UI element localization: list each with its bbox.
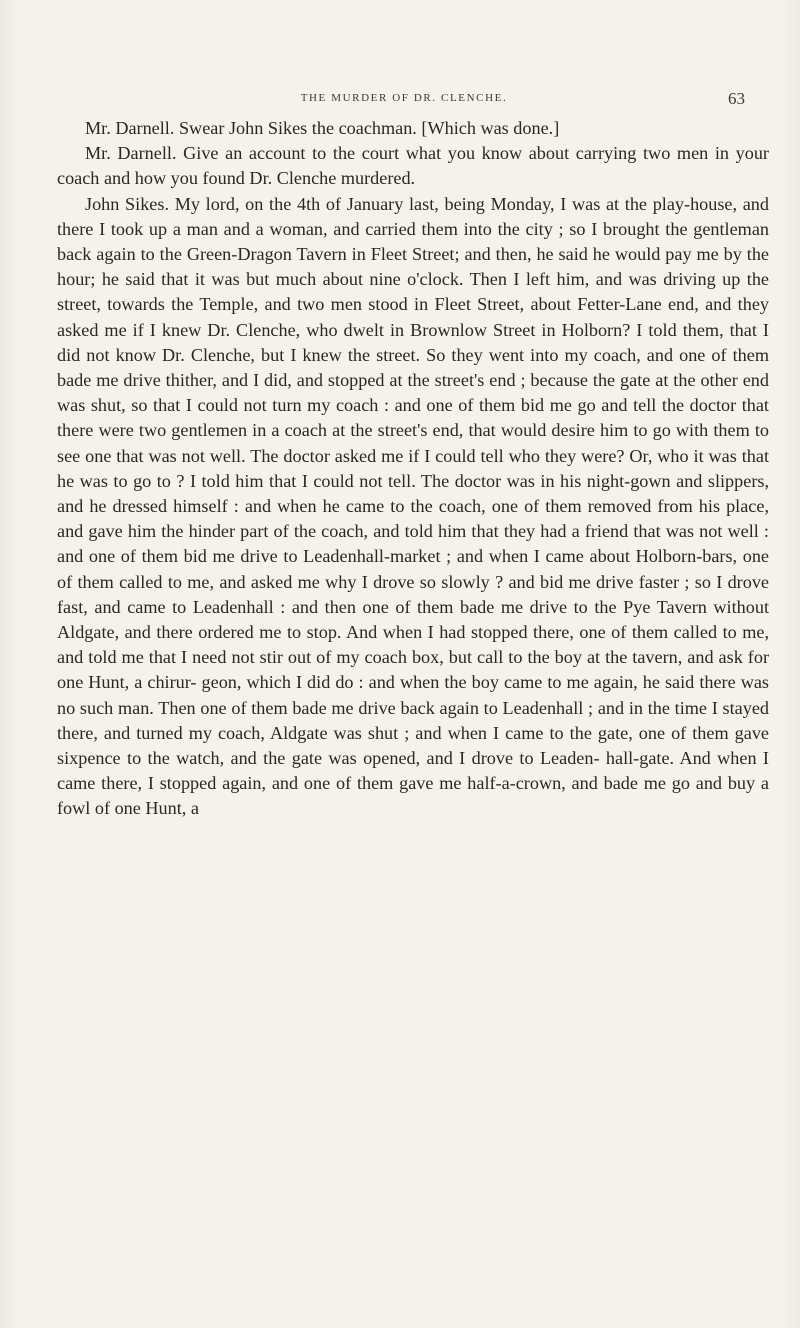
running-title: THE MURDER OF DR. CLENCHE. (300, 92, 508, 104)
page-number: 63 (728, 89, 745, 108)
paragraph: John Sikes. My lord, on the 4th of January last, being Monday, I was at the play-house, and there I took up a man and a woman, and carried them into the city ; so I brought the gentleman back again to the Green-Dragon Tavern in Fleet Street; and then, he said he would pay me by the hour; he said that it was but much about nine o'clock. Then I left him, and was driving up the street, towards the Temple, and two men stood in Fleet Street, about Fetter-Lane end, and they asked me if I knew Dr. Clenche, who dwelt in Brownlow Street in Holborn? I told them, that I did not know Dr. Clenche, but I knew the street. So they went into my coach, and one of them bade me drive thither, and I did, and stopped at the street's end ; because the gate at the other end was shut, so that I could not turn my coach : and one of them bid me go and tell the doctor that there were two gentlemen in a coach at the street's end, that would desire him to go with them to see one that was not well. The doctor asked me if I could tell who they were? Or, who it was that he was to go to ? I told him that I could not tell. The doctor was in his night-gown and slippers, and he dressed himself : and when he came to the coach, one of them removed from his place, and gave him the hinder part of the coach, and told him that they had a friend that was not well : and one of them bid me drive to Leadenhall-market ; and when I came about Holborn-bars, one of them called to me, and asked me why I drove so slowly ? and bid me drive faster ; so I drove fast, and came to Leadenhall : and then one of them bade me drive to the Pye Tavern without Aldgate, and there ordered me to stop. And when I had stopped there, one of them called to me, and told me that I need not stir out of my coach box, but call to the boy at the tavern, and ask for one Hunt, a chirur- geon, which I did do : and when the boy came to me again, he said there was no such man. Then one of them bade me drive back again to Leadenhall ; and in the time I stayed there, and turned my coach, Aldgate was shut ; and when I came to the gate, one of them gave sixpence to the watch, and the gate was opened, and I drove to Leaden- hall-gate. And when I came there, I stopped again, and one of them gave me half-a-crown, and bade me go and buy a fowl of one Hunt, a (57, 193, 769, 819)
paragraph: Mr. Darnell. Give an account to the court what you know about carrying two men in your coach and how you found Dr. Clenche murdered. (57, 143, 769, 189)
body-text (57, 116, 769, 822)
paragraph: Mr. Darnell. Swear John Sikes the coachman. [Which was done.] (85, 118, 560, 138)
